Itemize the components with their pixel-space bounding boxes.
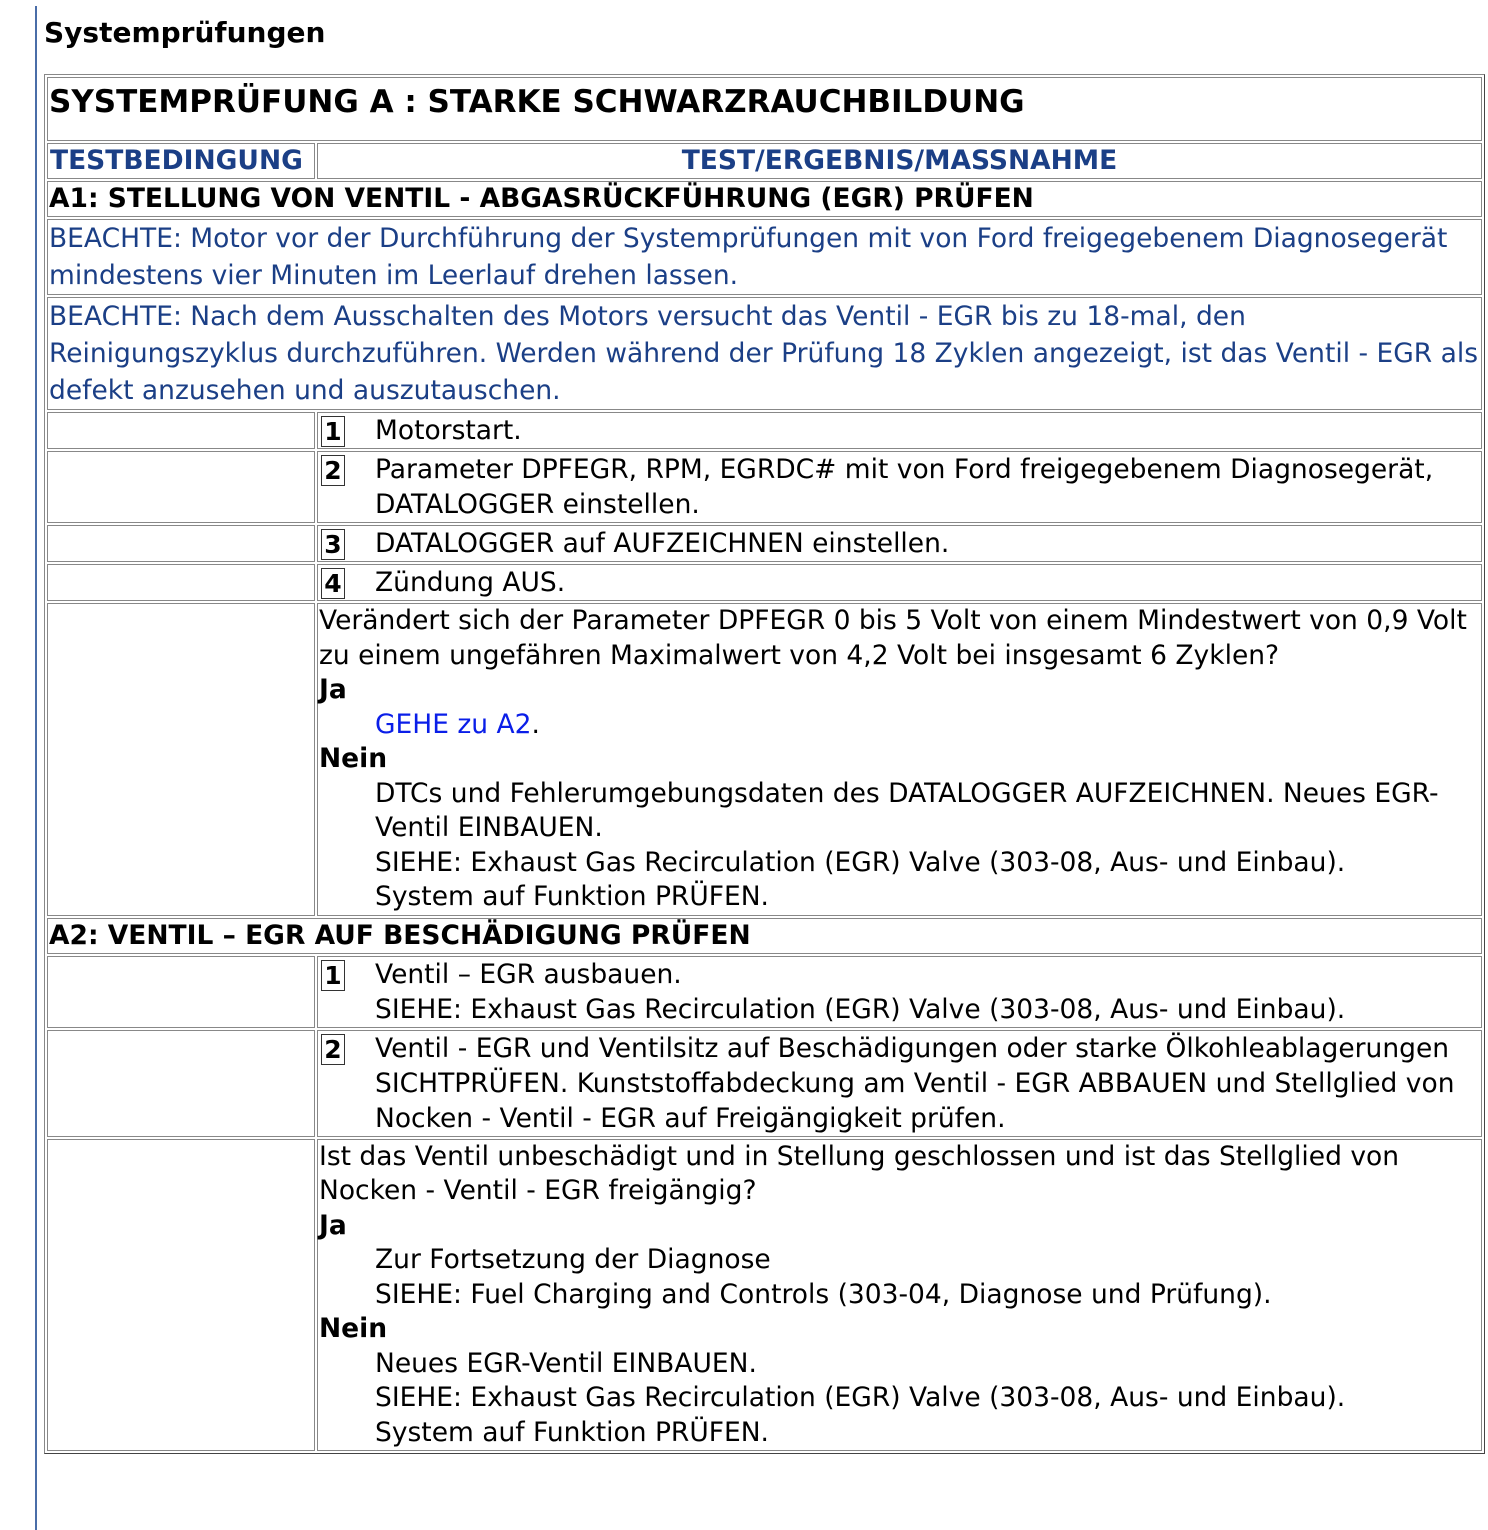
table-row [47, 1030, 1482, 1137]
answer-yes-line: Zur Fortsetzung der Diagnose [375, 1244, 771, 1275]
table-row [47, 564, 1482, 601]
question-text: Ist das Ventil unbeschädigt und in Stellung geschlossen und ist das Stellglied von Nocken - Ventil - EGR freigängig? [319, 1140, 1400, 1206]
answer-no-label: Nein [319, 743, 388, 774]
step-item [319, 565, 1480, 600]
answer-yes-label: Ja [319, 674, 347, 705]
answer-no-line: System auf Funktion PRÜFEN. [375, 1416, 769, 1448]
step-text: Motorstart. [375, 415, 522, 446]
column-header-test-condition: TESTBEDINGUNG [47, 143, 315, 179]
left-border-line [35, 6, 37, 1530]
step-text: Ventil – EGR ausbauen. [375, 958, 682, 990]
step-item [319, 526, 1480, 561]
answer-no-line: System auf Funktion PRÜFEN. [375, 881, 769, 912]
answer-no-line: DTCs und Fehlerumgebungsdaten des DATALOGGER AUFZEICHNEN. Neues EGR-Ventil EINBAUEN. [375, 777, 1439, 843]
note-cleaning-cycle: BEACHTE: Nach dem Ausschalten des Motors versucht das Ventil - EGR bis zu 18-mal, den Reinigungszyklus durchzuführen. Werden während der Prüfung 18 Zyklen angezeigt, ist das Ventil - EGR als defekt anzusehen und auszutauschen. [47, 297, 1482, 410]
table-row [47, 603, 1482, 916]
table-row [47, 525, 1482, 562]
table-row [47, 1139, 1482, 1452]
step-item [319, 452, 1480, 522]
step-text: Parameter DPFEGR, RPM, EGRDC# mit von Ford freigegebenem Diagnosegerät, DATALOGGER einstellen. [375, 454, 1434, 520]
step-reference: SIEHE: Exhaust Gas Recirculation (EGR) Valve (303-08, Aus- und Einbau). [375, 993, 1346, 1025]
table-row [47, 956, 1482, 1028]
step-number: 2 [321, 1034, 345, 1065]
step-text: Ventil - EGR und Ventilsitz auf Beschädigungen oder starke Ölkohleablagerungen SICHTPRÜFEN. Kunststoffabdeckung am Ventil - EGR ABBAUEN und Stellglied von Nocken - Ventil - EGR auf Freigängigkeit prüfen. [375, 1032, 1455, 1134]
step-number: 3 [321, 529, 345, 560]
answer-no-line: Neues EGR-Ventil EINBAUEN. [375, 1347, 757, 1379]
table-row [47, 412, 1482, 449]
step-text: DATALOGGER auf AUFZEICHNEN einstellen. [375, 528, 950, 559]
page-title: Systemprüfungen [44, 16, 326, 49]
step-item [319, 413, 1480, 448]
step-item [319, 957, 1480, 1027]
answer-no-reference: SIEHE: Exhaust Gas Recirculation (EGR) Valve (303-08, Aus- und Einbau). [375, 1382, 1346, 1413]
step-number: 1 [321, 960, 345, 991]
step-item [319, 1031, 1480, 1136]
answer-no-reference: SIEHE: Exhaust Gas Recirculation (EGR) Valve (303-08, Aus- und Einbau). [375, 846, 1346, 878]
table-row [47, 451, 1482, 523]
answer-yes-label: Ja [319, 1209, 347, 1241]
step-text: Zündung AUS. [375, 567, 566, 598]
step-number: 1 [321, 416, 345, 447]
step-number: 2 [321, 455, 345, 486]
punctuation: . [531, 708, 540, 740]
column-header-test-result-action: TEST/ERGEBNIS/MASSNAHME [317, 143, 1482, 179]
section-heading-a1: A1: STELLUNG VON VENTIL - ABGASRÜCKFÜHRUNG (EGR) PRÜFEN [47, 181, 1482, 217]
step-number: 4 [321, 568, 345, 599]
goto-a2-link[interactable]: GEHE zu A2 [375, 708, 532, 740]
system-check-table [44, 74, 1485, 1454]
answer-no-label: Nein [319, 1313, 388, 1344]
section-heading-a2: A2: VENTIL – EGR AUF BESCHÄDIGUNG PRÜFEN [47, 918, 1482, 954]
question-text: Verändert sich der Parameter DPFEGR 0 bis 5 Volt von einem Mindestwert von 0,9 Volt zu einem ungefähren Maximalwert von 4,2 Volt bei insgesamt 6 Zyklen? [319, 605, 1467, 671]
table-title: SYSTEMPRÜFUNG A : STARKE SCHWARZRAUCHBILDUNG [47, 77, 1482, 141]
note-idle: BEACHTE: Motor vor der Durchführung der Systemprüfungen mit von Ford freigegebenem Diagnosegerät mindestens vier Minuten im Leerlauf drehen lassen. [47, 219, 1482, 295]
answer-yes-reference: SIEHE: Fuel Charging and Controls (303-04, Diagnose und Prüfung). [375, 1278, 1272, 1310]
